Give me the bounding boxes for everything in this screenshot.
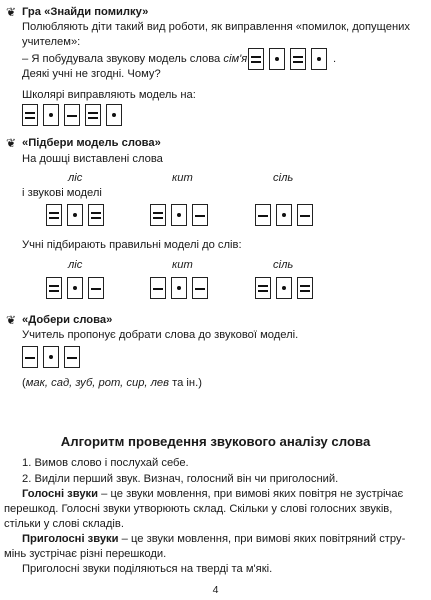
hard-consonant-icon [46,277,62,299]
consonants-definition: Приголосні звуки – це звуки мовлення, при вимові яких повітряний стру- [22,533,406,545]
algorithm-step-1: 1. Вимов слово і послухай себе. [22,457,189,469]
soft-consonant-icon [192,277,208,299]
hard-consonant-icon [85,104,101,126]
word-kyt: кит [172,172,193,184]
game1-line4: Деякі учні не згодні. Чому? [22,68,161,80]
vowel-icon [171,277,187,299]
soft-consonant-icon [297,204,313,226]
game1-line3: – Я побудувала звукову модель слова сім'я [22,53,248,65]
game3-examples: (мак, сад, зуб, рот, сир, лев та ін.) [22,377,202,389]
game2-line3: Учні підбирають правильні моделі до слів: [22,239,242,251]
hard-consonant-icon [46,204,62,226]
game2-line2: і звукові моделі [22,187,102,199]
hard-consonant-icon [290,48,306,70]
vowel-icon [67,204,83,226]
soft-consonant-icon [22,346,38,368]
vowel-icon [311,48,327,70]
soft-consonant-icon [150,277,166,299]
hard-consonant-icon [150,204,166,226]
hard-consonant-icon [255,277,271,299]
soft-consonant-icon [255,204,271,226]
game3-title: «Добери слова» [22,314,113,326]
flower-bullet-icon: ❦ [6,136,17,150]
soft-consonant-icon [192,204,208,226]
flower-bullet-icon: ❦ [6,5,17,19]
vowels-definition-line2: перешкод. Голосні звуки утворюють склад. Скільки у слові голосних звуків, [4,503,393,515]
vowels-definition-line3: стільки у слові складів. [4,518,124,530]
vowel-icon [106,104,122,126]
game1-title: Гра «Знайди помилку» [22,6,149,18]
vowel-icon [43,346,59,368]
word-sil: сіль [273,172,294,184]
soft-consonant-icon [64,346,80,368]
page-number: 4 [212,584,219,596]
game1-line2: учителем»: [22,36,81,48]
soft-consonant-icon [88,277,104,299]
word-lis: ліс [68,259,83,271]
consonants-definition-line2: мінь зустрічає різні перешкоди. [4,548,167,560]
game1-line1: Полюбляють діти такий вид роботи, як виправлення «помилок, допущених [22,21,410,33]
consonants-definition-line3: Приголосні звуки поділяються на тверді та м'які. [22,563,273,575]
vowel-icon [276,277,292,299]
soft-consonant-icon [64,104,80,126]
hard-consonant-icon [297,277,313,299]
flower-bullet-icon: ❦ [6,313,17,327]
game1-line5: Школярі виправляють модель на: [22,89,196,101]
game3-line1: Учитель пропонує добрати слова до звукової моделі. [22,329,299,341]
game2-title: «Підбери модель слова» [22,137,161,149]
hard-consonant-icon [88,204,104,226]
vowel-icon [171,204,187,226]
algorithm-step-2: 2. Виділи перший звук. Визнач, голосний він чи приголосний. [22,473,339,485]
word-kyt: кит [172,259,193,271]
word-lis: ліс [68,172,83,184]
word-sil: сіль [273,259,294,271]
vowels-definition: Голосні звуки – це звуки мовлення, при вимові яких повітря не зустрічає [22,488,404,500]
vowel-icon [67,277,83,299]
game2-line1: На дошці виставлені слова [22,153,163,165]
hard-consonant-icon [22,104,38,126]
vowel-icon [276,204,292,226]
vowel-icon [269,48,285,70]
hard-consonant-icon [248,48,264,70]
section-heading: Алгоритм проведення звукового аналізу слова [60,434,371,449]
vowel-icon [43,104,59,126]
